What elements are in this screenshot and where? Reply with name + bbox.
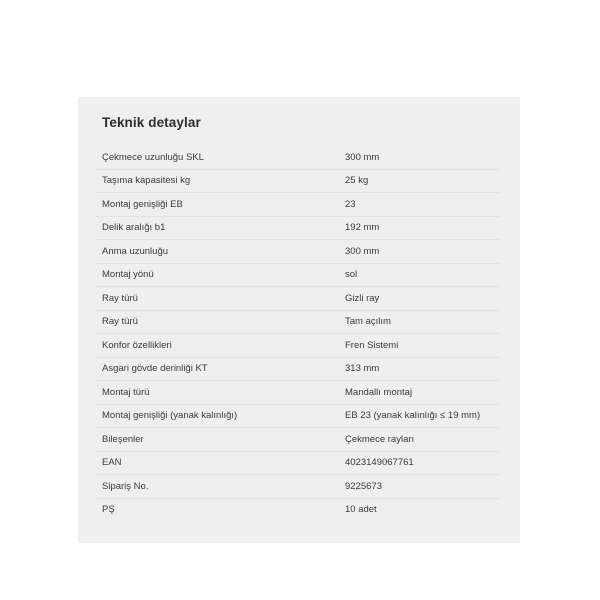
spec-row — [96, 357, 500, 381]
spec-row — [96, 404, 500, 428]
spec-label: Bileşenler — [102, 433, 144, 445]
spec-value: 9225673 — [345, 480, 382, 492]
spec-value: Tam açılım — [345, 316, 391, 328]
spec-label: EAN — [102, 457, 122, 469]
spec-label: PŞ — [102, 504, 115, 516]
spec-label: Delik aralığı b1 — [102, 222, 166, 234]
spec-value: EB 23 (yanak kalınlığı ≤ 19 mm) — [345, 410, 481, 422]
spec-row — [96, 380, 500, 404]
spec-row — [96, 239, 500, 263]
spec-row — [96, 310, 500, 334]
spec-value: 25 kg — [345, 175, 369, 187]
spec-value: 192 mm — [345, 222, 380, 234]
spec-row — [96, 263, 500, 287]
spec-list — [96, 145, 500, 521]
spec-value: sol — [345, 269, 358, 281]
spec-value: Fren Sistemi — [345, 339, 399, 351]
spec-value: Gizli ray — [345, 292, 380, 304]
spec-label: Montaj genişliği EB — [102, 198, 183, 210]
spec-value: 23 — [345, 198, 356, 210]
spec-label: Konfor özellikleri — [102, 339, 172, 351]
spec-row — [96, 427, 500, 451]
spec-row — [96, 192, 500, 216]
spec-value: 4023149067761 — [345, 457, 414, 469]
spec-value: 300 mm — [345, 151, 380, 163]
spec-label: Çekmece uzunluğu SKL — [102, 151, 204, 163]
panel-title: Teknik detaylar — [102, 115, 201, 130]
spec-value: Çekmece rayları — [345, 433, 415, 445]
spec-label: Montaj türü — [102, 386, 150, 398]
spec-row — [96, 145, 500, 169]
spec-row — [96, 333, 500, 357]
spec-label: Taşıma kapasitesi kg — [102, 175, 191, 187]
spec-row — [96, 216, 500, 240]
spec-value: 300 mm — [345, 245, 380, 257]
spec-label: Asgari gövde derinliği KT — [102, 363, 208, 375]
spec-label: Montaj genişliği (yanak kalınlığı) — [102, 410, 238, 422]
spec-row — [96, 286, 500, 310]
technical-details-panel — [78, 97, 520, 543]
spec-row — [96, 169, 500, 193]
spec-label: Montaj yönü — [102, 269, 154, 281]
spec-label: Ray türü — [102, 316, 138, 328]
spec-row — [96, 498, 500, 522]
spec-row — [96, 451, 500, 475]
spec-label: Anma uzunluğu — [102, 245, 169, 257]
spec-row — [96, 474, 500, 498]
spec-value: 10 adet — [345, 504, 377, 516]
spec-value: 313 mm — [345, 363, 380, 375]
spec-label: Sipariş No. — [102, 480, 149, 492]
spec-label: Ray türü — [102, 292, 138, 304]
spec-value: Mandallı montaj — [345, 386, 413, 398]
